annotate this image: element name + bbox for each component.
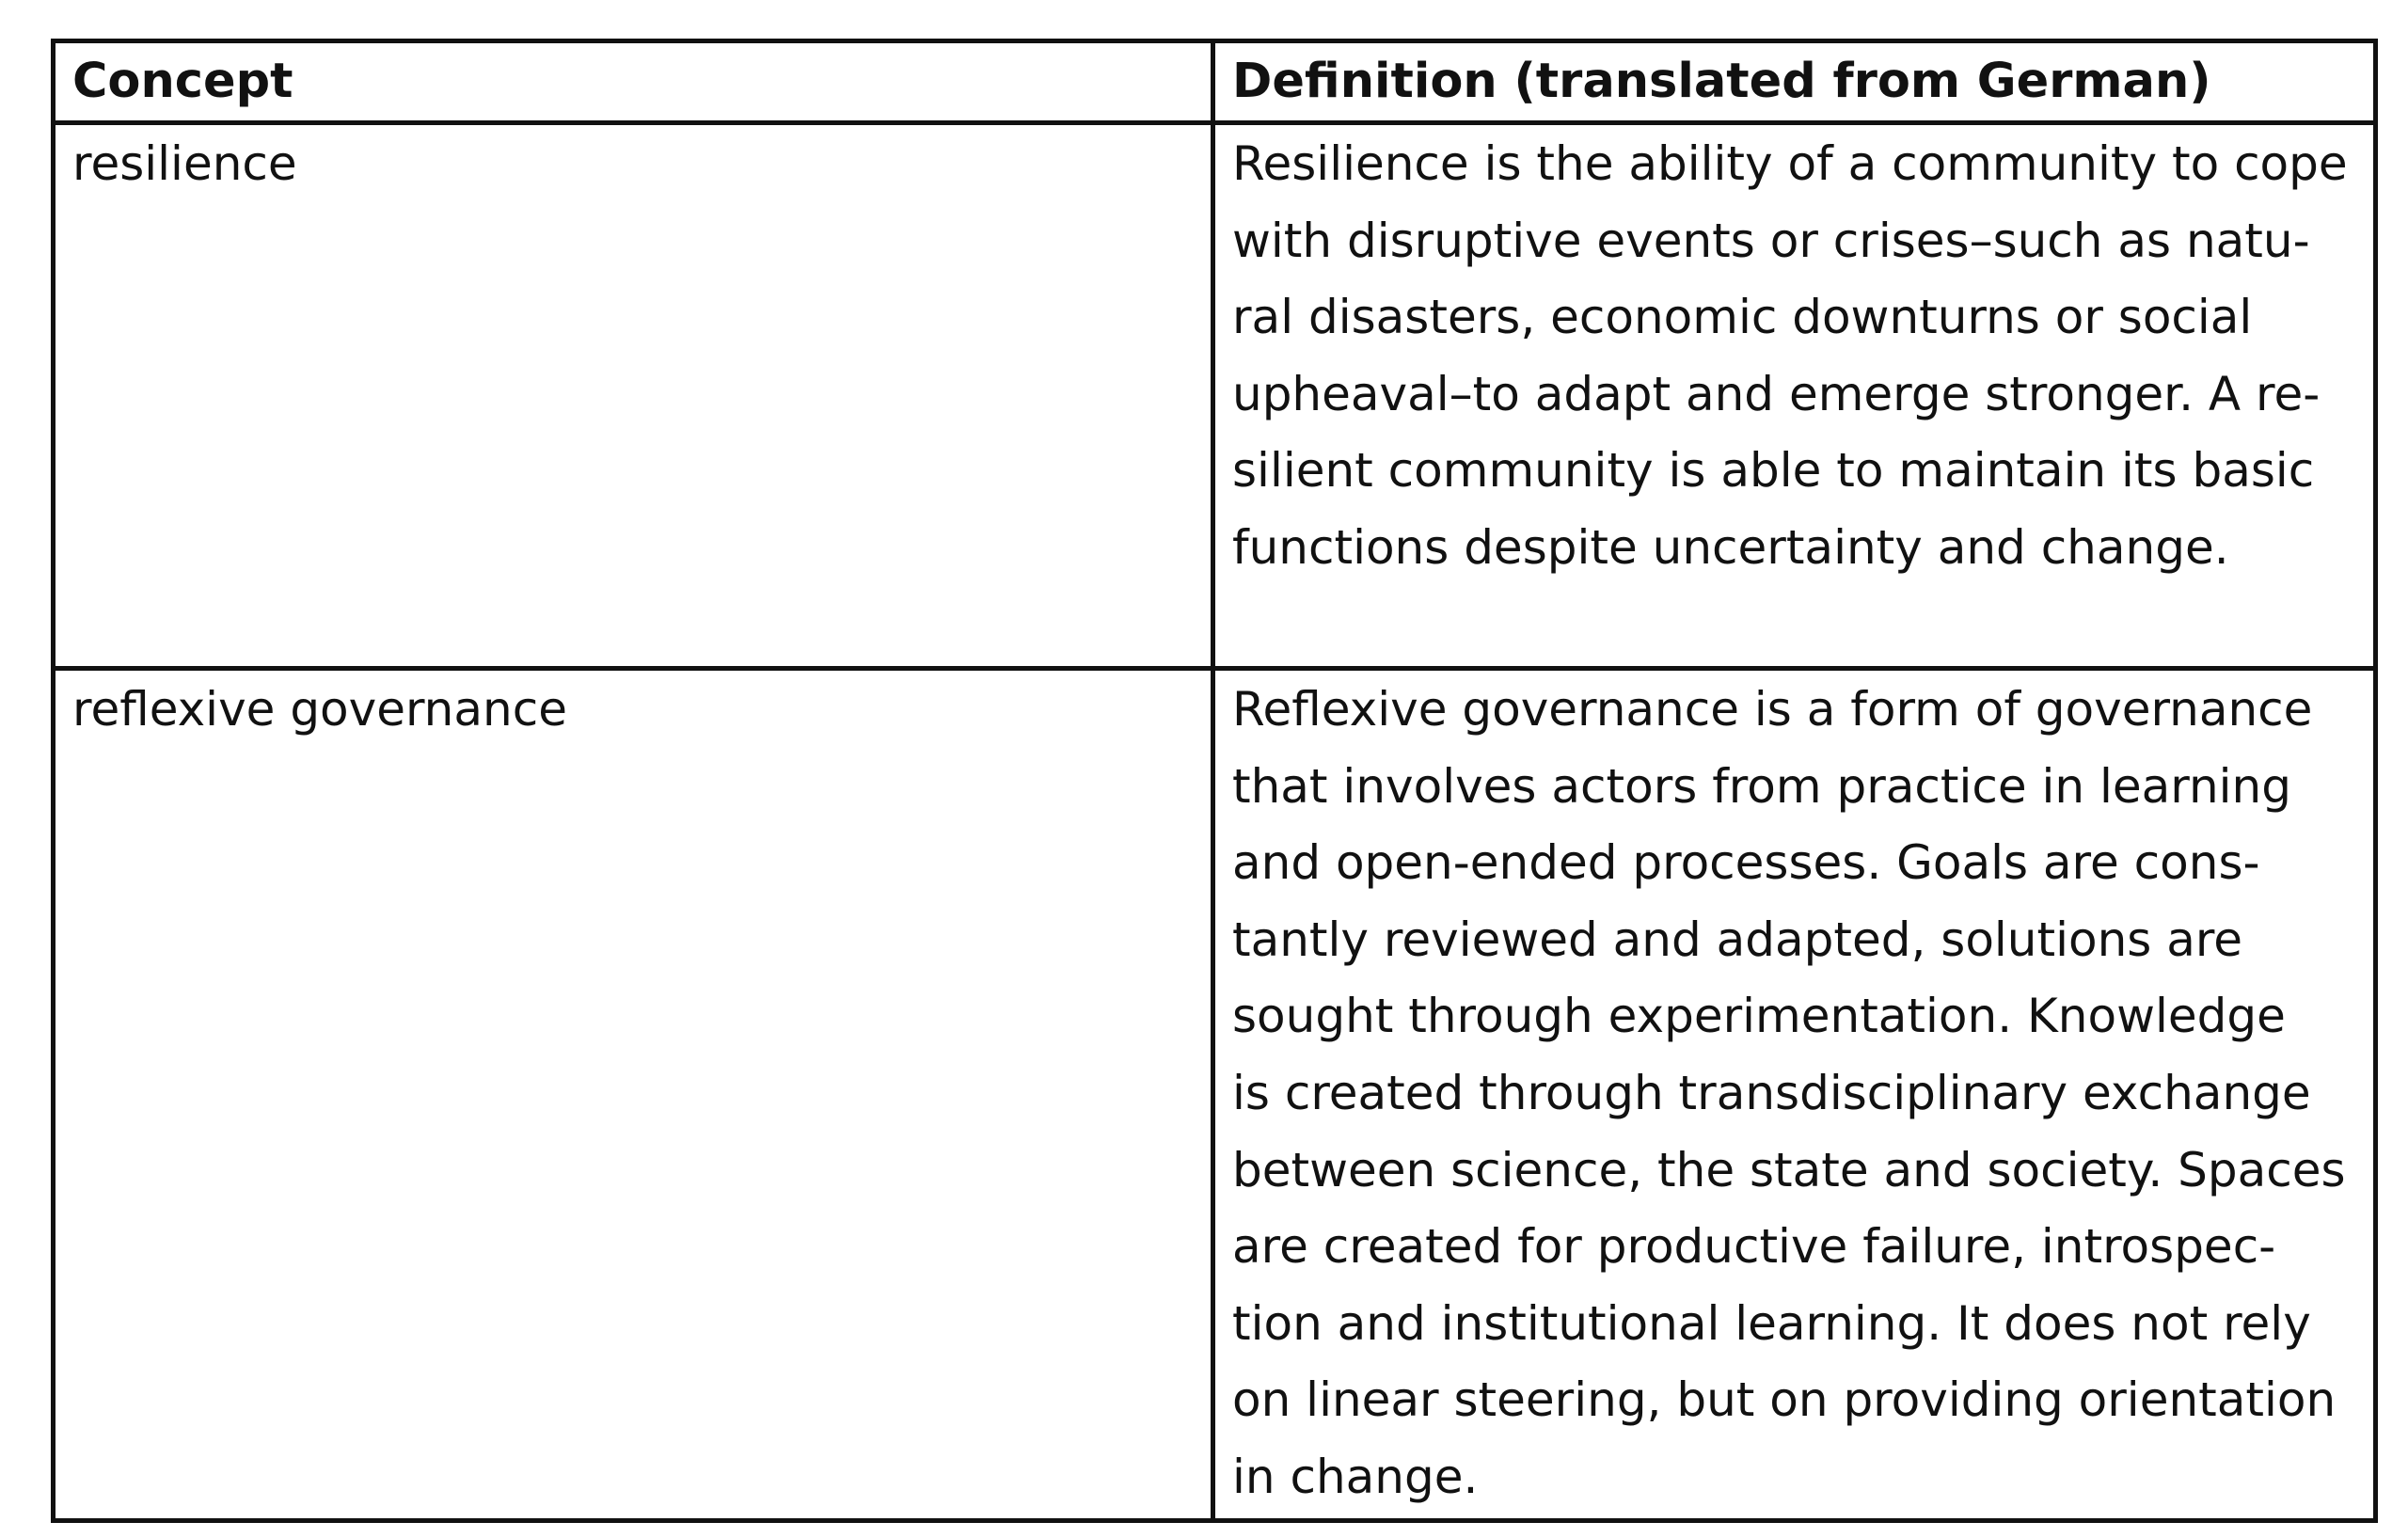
header-concept: Concept (54, 41, 1213, 123)
definition-line: Reflexive governance is a form of governance (1232, 682, 2313, 737)
definition-line: are created for productive failure, introspec- (1232, 1219, 2276, 1275)
definition-line: silient community is able to maintain its basic (1232, 443, 2315, 499)
concept-cell: reflexive governance (54, 669, 1213, 1521)
definition-line: functions despite uncertainty and change. (1232, 519, 2229, 575)
definition-line: in change. (1232, 1449, 1479, 1504)
table-row (54, 669, 2376, 1521)
definition-line: ral disasters, economic downturns or social (1232, 290, 2253, 345)
header-definition: Definition (translated from German) (1213, 41, 2376, 123)
definition-line: tion and institutional learning. It does not rely (1232, 1295, 2311, 1351)
header-row (54, 41, 2376, 123)
definition-line: Resilience is the ability of a community to cope (1232, 136, 2348, 191)
definition-line: that involves actors from practice in learning (1232, 758, 2291, 814)
definition-cell (1213, 123, 2376, 669)
definition-line: between science, the state and society. Spaces (1232, 1142, 2346, 1197)
definition-line: with disruptive events or crises–such as natu- (1232, 213, 2310, 268)
definition-line: sought through experimentation. Knowledge (1232, 989, 2286, 1044)
concept-cell: resilience (54, 123, 1213, 669)
definitions-table (51, 39, 2378, 1523)
definition-cell (1213, 669, 2376, 1521)
definition-line: on linear steering, but on providing orientation (1232, 1372, 2337, 1428)
table-row (54, 123, 2376, 669)
definition-line: tantly reviewed and adapted, solutions are (1232, 912, 2243, 967)
definition-line: upheaval–to adapt and emerge stronger. A re- (1232, 366, 2321, 421)
definition-line: is created through transdisciplinary exchange (1232, 1065, 2311, 1120)
definition-line: and open-ended processes. Goals are cons- (1232, 835, 2260, 891)
